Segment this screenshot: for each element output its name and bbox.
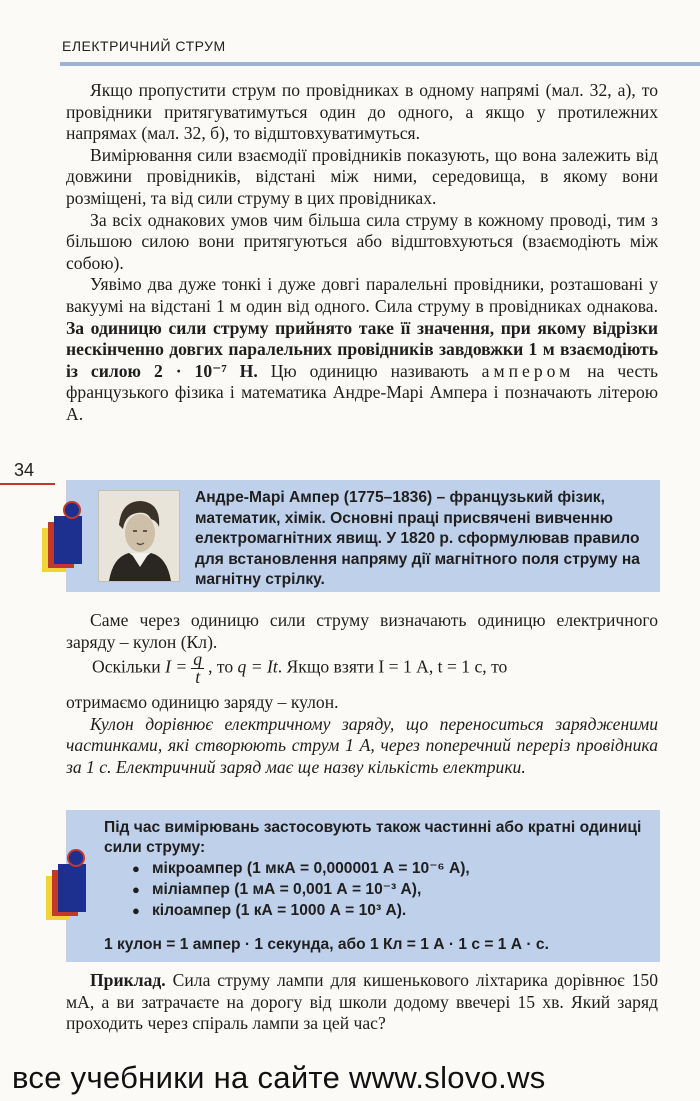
- charge-paragraph: [66, 610, 658, 653]
- example-label: Приклад.: [90, 970, 166, 990]
- ampere-definition: За одиницю сили струму прийнято таке її значення, при якому відрізки нескінченно довгих паралельних провідників завдовжки 1 м взаємодіють із силою 2 · 10⁻⁷ Н.: [66, 317, 658, 381]
- example-text: Приклад. Сила струму лампи для кишенькового ліхтарика дорівнює 150 мА, а ви затрачаєте на дорогу від школи додому ввечері 15 хв. Який заряд проходить через спіраль лампи за цей час?: [66, 970, 658, 1034]
- unit-item-milliampere: ● міліампер (1 мА = 0,001 А = 10⁻³ А),: [132, 879, 470, 900]
- paragraph-3: За всіх однакових умов чим більша сила струму в кожному проводі, тим з більшою силою вони притягуються або відштовхуються (взаємодіють між собою).: [66, 209, 658, 273]
- page-number: 34: [14, 460, 35, 480]
- paragraph-5: Саме через одиницю сили струму визначають одиницю електричного заряду – кулон (Кл).: [66, 610, 658, 652]
- bio-text: Андре-Марі Ампер (1775–1836) – французький фізик, математик, хімік. Основні праці присвячені вивченню електромагнітних явищ. У 1820 р. сформулював правило для встановлення напряму дії магнітного поля струму на магнітну стрілку.: [195, 489, 640, 589]
- coulomb-definition: Кулон дорівнює електричному заряду, що переноситься зарядженими частинками, які створюють струм 1 А, через поперечний переріз провідника за 1 с. Електричний заряд має ще назву кількість електрики.: [66, 713, 658, 777]
- example-paragraph: [66, 970, 658, 1035]
- page-number-rule: [0, 483, 55, 485]
- charge-continuation: [66, 692, 658, 778]
- formula-lhs: I =: [165, 656, 188, 677]
- unit-item-kiloampere: ● кілоампер (1 кА = 1000 А = 10³ А).: [132, 900, 470, 921]
- ampere-portrait: [98, 490, 180, 582]
- formula-fraction: $\frac{q}{t}$: [193, 649, 203, 687]
- units-intro: Під час вимірювань застосовують також частинні або кратні одиниці сили струму:: [104, 819, 642, 856]
- site-banner: все учебники на сайте www.slovo.ws: [12, 1060, 546, 1095]
- paragraph-4: Уявімо два дуже тонкі і дуже довгі паралельні провідники, розташовані у вакуумі на відстані 1 м один від одного. Сила струму в провідниках однакова. За одиницю сили струму прийнято таке її значення, при якому відрізки нескінченно довгих паралельних провідників завдовжки 1 м взаємодіють із силою 2 · 10⁻⁷ Н. Цю одиницю називають ампером на честь французького фізика і математика Андре-Марі Ампера і позначають літерою А.: [66, 274, 658, 424]
- formula-q: q = It: [237, 656, 278, 677]
- header-rule: [60, 62, 700, 66]
- unit-item-microampere: ● мікроампер (1 мкА = 0,000001 А = 10⁻⁶ А),: [132, 858, 470, 879]
- info-icon: [38, 500, 92, 580]
- paragraph-2: Вимірювання сили взаємодії провідників показують, що вона залежить від довжини провідників, відстані між ними, середовища, в якому вони розміщені, та від сили струму в цих провідниках.: [66, 144, 658, 208]
- intro-text: [66, 80, 658, 426]
- running-header: ЕЛЕКТРИЧНИЙ СТРУМ: [62, 38, 226, 54]
- paragraph-1: Якщо пропустити струм по провідниках в одному напрямі (мал. 32, а), то провідники притягуватимуться один до одного, а якщо у протилежних напрямах (мал. 32, б), то відштовхуватимуться.: [66, 80, 658, 144]
- paragraph-6: отримаємо одиницю заряду – кулон.: [66, 692, 339, 712]
- ampere-term: ампером: [481, 360, 575, 381]
- charge-formula-line: Оскільки I = $\frac{q}{t}$ , то q = It. Якщо взяти I = 1 А, t = 1 с, то: [92, 649, 508, 687]
- units-list: [132, 858, 470, 921]
- coulomb-relation: 1 кулон = 1 ампер · 1 секунда, або 1 Кл = 1 А · 1 с = 1 А · с.: [104, 936, 549, 953]
- portrait-image: [99, 491, 179, 581]
- info-icon-2: [42, 848, 96, 928]
